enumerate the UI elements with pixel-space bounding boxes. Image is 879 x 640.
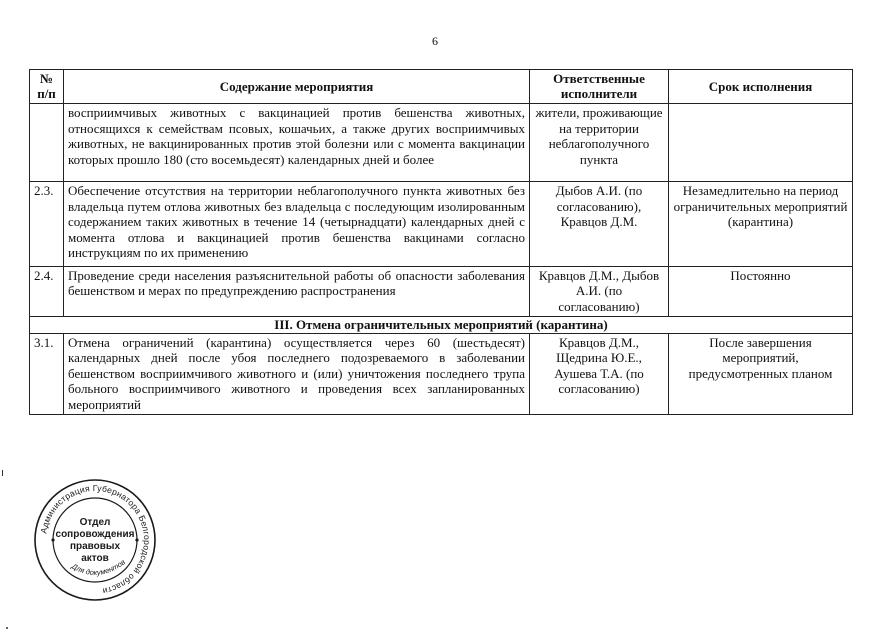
section-title: III. Отмена ограничительных мероприятий (карантина) — [30, 317, 853, 334]
row-deadline: Постоянно — [669, 266, 853, 317]
row-deadline: Незамедлительно на период ограничительных мероприятий (карантина) — [669, 182, 853, 267]
scan-speck — [2, 470, 3, 476]
stamp-line: сопровождения — [55, 529, 135, 540]
row-deadline — [669, 104, 853, 182]
stamp-ring-text: Администрация Губернатора Белгородской области — [38, 482, 153, 597]
table-row — [30, 182, 853, 267]
row-content: Обеспечение отсутствия на территории неблагополучного пункта животных без владельца путем отлова животных без владельца с последующим изолированным содержанием таких животных в течение 14 (четырнадцати) календарных дней с момента отлова и вакцинацией против бешенства вакцинами согласно инструкциям по их применению — [64, 182, 530, 267]
row-deadline: После завершения мероприятий, предусмотренных планом — [669, 333, 853, 415]
row-responsible: Кравцов Д.М., Щедрина Ю.Е., Аушева Т.А. (по согласованию) — [530, 333, 669, 415]
row-num — [30, 104, 64, 182]
page-number: 6 — [432, 34, 438, 48]
stamp-line: актов — [81, 553, 109, 564]
table-row — [30, 333, 853, 415]
row-responsible: Дыбов А.И. (по согласованию), Кравцов Д.М. — [530, 182, 669, 267]
stamp-bottom-text: Для документов — [70, 557, 127, 578]
row-num: 3.1. — [30, 333, 64, 415]
row-responsible: Кравцов Д.М., Дыбов А.И. (по согласованию) — [530, 266, 669, 317]
action-plan-table — [29, 69, 853, 415]
office-stamp — [33, 478, 157, 602]
header-content: Содержание мероприятия — [64, 70, 530, 104]
table-header-row — [30, 70, 853, 104]
header-responsible: Ответственные исполнители — [530, 70, 669, 104]
stamp-line: Отдел — [79, 517, 111, 528]
scan-speck — [6, 627, 8, 629]
row-content: восприимчивых животных с вакцинацией против бешенства животных, относящихся к семействам псовых, кошачьих, а также других восприимчивых животных, не вакцинированных против этой болезни или с момента вакцинации которых прошло 180 (сто восемьдесят) календарных дней и более — [64, 104, 530, 182]
row-num: 2.3. — [30, 182, 64, 267]
stamp-line: правовых — [69, 541, 121, 552]
header-deadline: Срок исполнения — [669, 70, 853, 104]
table-row — [30, 104, 853, 182]
header-num: № п/п — [30, 70, 64, 104]
row-responsible: жители, проживающие на территории неблагополучного пункта — [530, 104, 669, 182]
row-num: 2.4. — [30, 266, 64, 317]
table-row — [30, 266, 853, 317]
stamp-center-text — [33, 517, 157, 565]
row-content: Проведение среди населения разъяснительной работы об опасности заболевания бешенством и мерах по предупреждению распространения — [64, 266, 530, 317]
row-content: Отмена ограничений (карантина) осуществляется через 60 (шестьдесят) календарных дней после убоя последнего подозреваемого в заболевании бешенством восприимчивого животного и (или) уничтожения последнего трупа больного восприимчивого животного и проведения всех запланированных мероприятий — [64, 333, 530, 415]
section-heading-row — [30, 317, 853, 334]
